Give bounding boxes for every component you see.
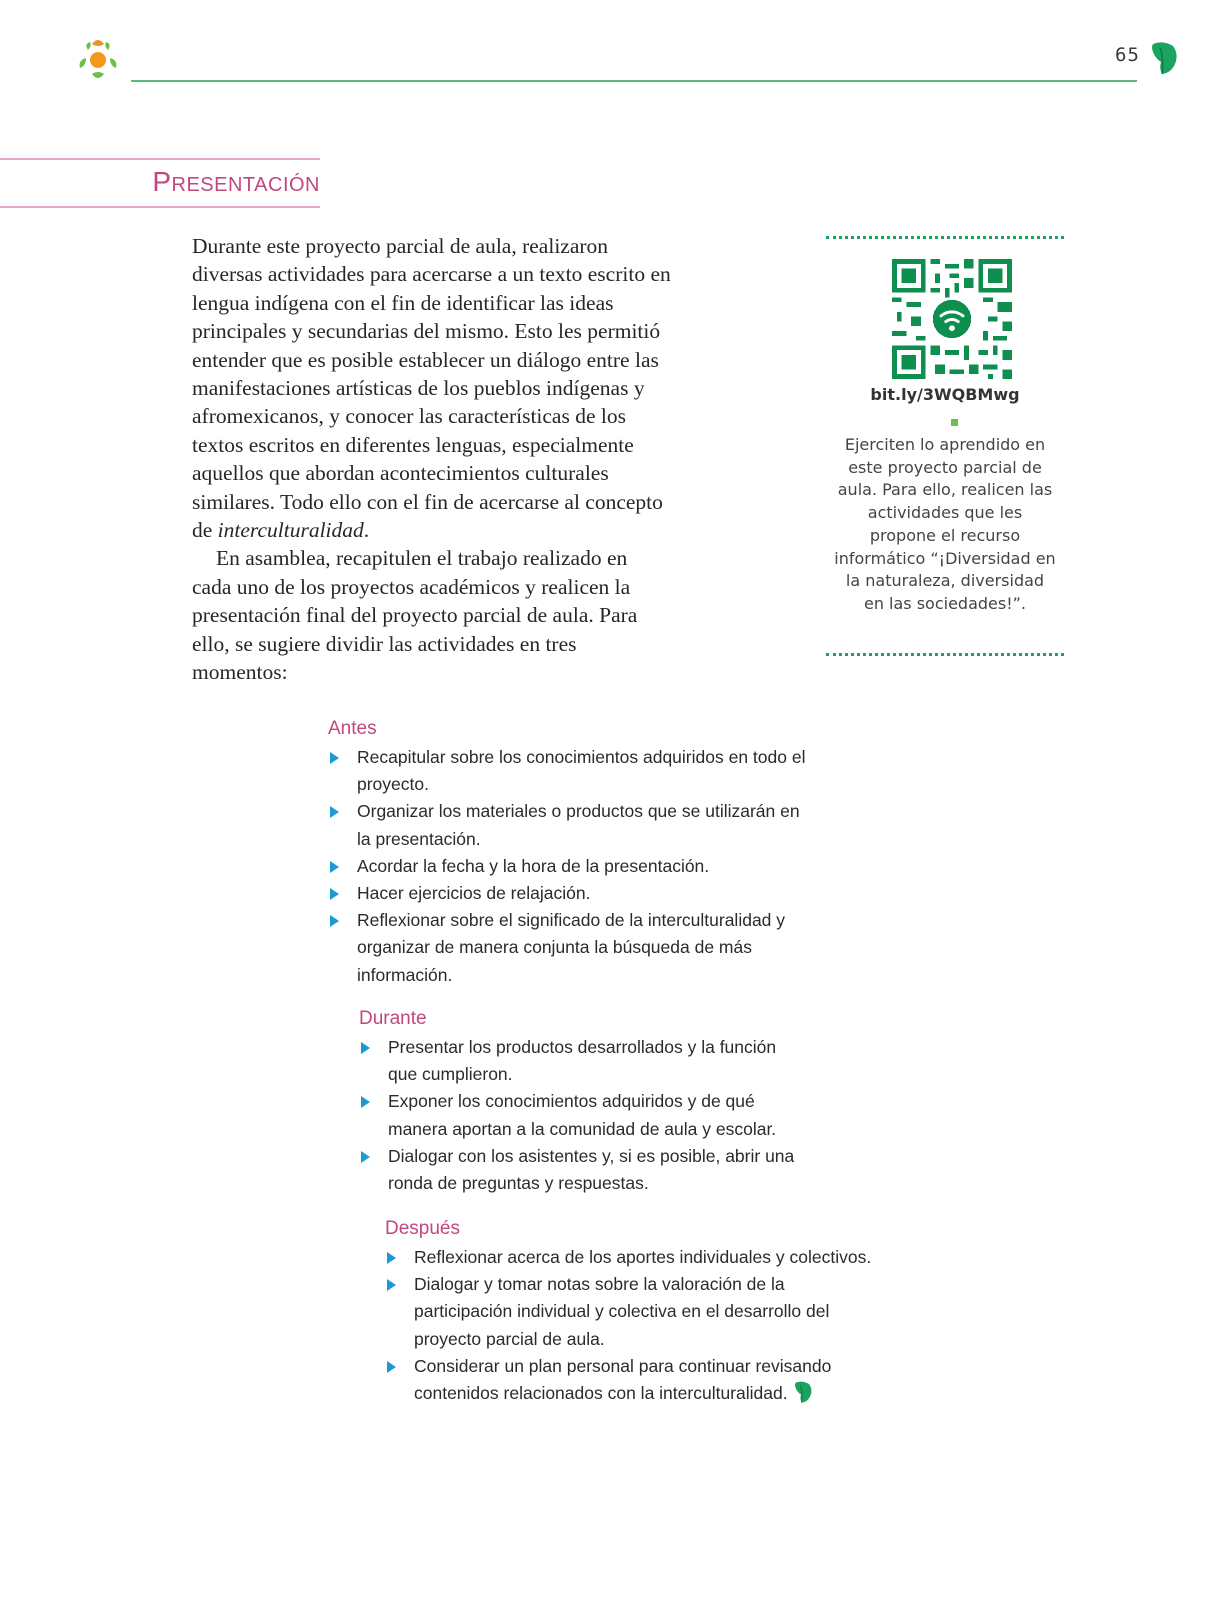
- intro-text: [192, 232, 672, 687]
- qr-link[interactable]: bit.ly/3WQBMwg: [870, 385, 1020, 404]
- phase-despues: [385, 1216, 885, 1407]
- list-item-text: Dialogar con los asistentes y, si es posible, abrir una ronda de preguntas y respuestas.: [388, 1145, 795, 1194]
- list-item-text: Presentar los productos desarrollados y la función que cumplieron.: [388, 1037, 777, 1085]
- intro-paragraph-2: En asamblea, recapitulen el trabajo realizado en cada uno de los proyectos académicos y realicen la presentación final del proyecto parcial de aula. Para ello, se sugiere dividir las actividades en tres momentos:: [192, 546, 638, 685]
- list-item: [359, 1034, 809, 1088]
- phase-antes: [328, 716, 808, 989]
- phase-durante-title: Durante: [359, 1008, 427, 1029]
- bullet-triangle-icon: [330, 888, 339, 900]
- flower-logo-icon: [72, 34, 124, 86]
- bullet-triangle-icon: [387, 1361, 396, 1373]
- intro-emphasis: interculturalidad: [217, 518, 364, 543]
- qr-resource-text: Ejerciten lo aprendido en este proyecto parcial de aula. Para ello, realicen las actividades que les propone el recurso informático “¡Diversidad en la naturaleza, diversidad en las sociedades!”.: [834, 435, 1056, 613]
- section-title-box: [0, 158, 320, 208]
- list-item-text: Recapitular sobre los conocimientos adquiridos en todo el proyecto.: [357, 747, 806, 795]
- list-item: [328, 798, 808, 852]
- list-item: [385, 1244, 885, 1271]
- green-dot: [951, 419, 958, 426]
- list-item: [328, 744, 808, 798]
- list-item: [328, 880, 808, 907]
- list-item: [328, 907, 808, 989]
- bullet-triangle-icon: [387, 1279, 396, 1291]
- green-leaf-icon: [1148, 40, 1180, 76]
- bullet-triangle-icon: [330, 915, 339, 927]
- phase-antes-title: Antes: [328, 718, 377, 739]
- phase-durante: [359, 1006, 809, 1197]
- list-item-text: Organizar los materiales o productos que se utilizarán en la presentación.: [357, 801, 800, 849]
- list-item: [385, 1353, 885, 1407]
- list-item: [328, 853, 808, 880]
- list-item: [359, 1143, 809, 1197]
- list-item-text: Dialogar y tomar notas sobre la valoración de la participación individual y colectiva en el desarrollo del proyecto parcial de aula.: [414, 1274, 830, 1349]
- qr-resource-box: [826, 236, 1064, 656]
- header-rule: [131, 80, 1137, 82]
- section-title: Presentación: [152, 166, 320, 197]
- bullet-triangle-icon: [330, 861, 339, 873]
- list-item: [385, 1271, 885, 1353]
- intro-paragraph-1-end: .: [363, 518, 370, 543]
- list-item-text: Considerar un plan personal para continuar revisando contenidos relacionados con la interculturalidad.: [414, 1355, 832, 1404]
- list-item: [359, 1088, 809, 1142]
- list-item-text: Hacer ejercicios de relajación.: [357, 883, 591, 904]
- bullet-triangle-icon: [330, 806, 339, 818]
- intro-paragraph-1-text: Durante este proyecto parcial de aula, realizaron diversas actividades para acercarse a un texto escrito en lengua indígena con el fin de identificar las ideas principales y secundarias del mismo. Esto les permitió entender que es posible establecer un diálogo entre las manifestaciones artísticas de los pueblos indígenas y afromexicanos, y conocer las características de los textos escritos en diferentes lenguas, especialmente aquellos que abordan acontecimientos culturales similares. Todo ello con el fin de acercarse al concepto de: [192, 234, 671, 543]
- intro-paragraph-1: [192, 232, 672, 544]
- list-item-text: Reflexionar acerca de los aportes individuales y colectivos.: [414, 1247, 872, 1267]
- bullet-triangle-icon: [387, 1252, 396, 1264]
- bullet-triangle-icon: [361, 1042, 370, 1054]
- phase-despues-title: Después: [385, 1218, 460, 1239]
- list-item-text: Reflexionar sobre el significado de la interculturalidad y organizar de manera conjunta la búsqueda de más información.: [357, 910, 786, 985]
- list-item-text: Exponer los conocimientos adquiridos y de qué manera aportan a la comunidad de aula y escolar.: [388, 1091, 777, 1139]
- bullet-triangle-icon: [361, 1151, 370, 1163]
- bullet-triangle-icon: [330, 752, 339, 764]
- bullet-triangle-icon: [361, 1096, 370, 1108]
- green-leaf-icon: [792, 1380, 814, 1404]
- qr-code-icon[interactable]: [892, 259, 1012, 379]
- list-item-text: Acordar la fecha y la hora de la presentación.: [357, 855, 710, 876]
- page-number: 65: [1115, 44, 1140, 66]
